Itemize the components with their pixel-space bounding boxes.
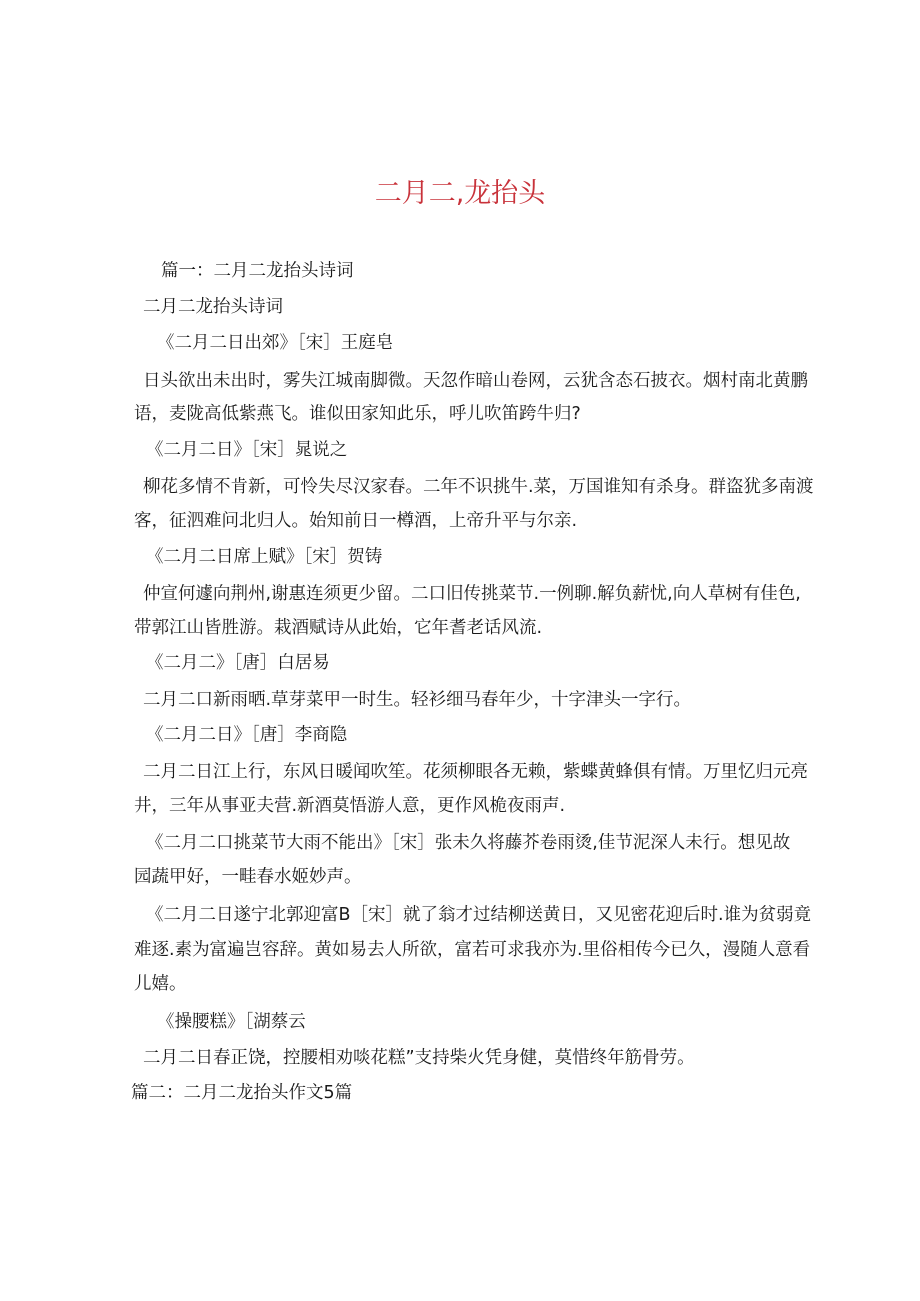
poem-text: 儿嬉。 [134, 974, 187, 994]
section-heading-2: 篇二：二月二龙抬头作文5篇 [131, 1083, 353, 1103]
poem-title: 《二月二日》［唐］李商隐 [146, 725, 348, 745]
section-heading-1: 篇一：二月二龙抬头诗词 [161, 261, 354, 281]
poem-text: 园蔬甲好，一畦春水姬妙声。 [134, 867, 362, 887]
poem-text: 仲宣何遽向荆州,谢惠连须更少留。二口旧传挑菜节.一例聊.解负薪忧,向人草树有佳色, [143, 584, 801, 604]
poem-title: 《操腰糕》［湖蔡云 [157, 1012, 306, 1032]
poem-text: 二月二日江上行，东风日暖闻吹笙。花须柳眼各无赖，紫蝶黄蜂俱有情。万里忆归元亮 [143, 762, 808, 782]
subheading: 二月二龙抬头诗词 [143, 297, 283, 317]
poem-title: 《二月二》［唐］白居易 [146, 653, 330, 673]
poem-text: 难逐.素为富遍岂容辞。黄如易去人所欲，富若可求我亦为.里俗相传今已久，漫随人意看 [134, 940, 811, 960]
poem-text: 井，三年从事亚夫营.新酒莫悟游人意，更作风桅夜雨声. [134, 796, 566, 816]
poem-text: 二月二口新雨晒.草芽菜甲一时生。轻衫细马春年少，十字津头一字行。 [143, 690, 692, 710]
poem-title: 《二月二日出郊》［宋］王庭皂 [157, 333, 394, 353]
poem-text: 客，征泗难问北归人。始知前日一樽酒，上帝升平与尔亲. [134, 511, 578, 531]
poem-text: 《二月二日遂宁北郭迎富B［宋］就了翁才过结柳送黄日，又见密花迎后时.谁为贫弱竟 [146, 905, 812, 925]
document-title: 二月二,龙抬头 [374, 178, 546, 209]
poem-text: 二月二日春正饶，控腰相劝啖花糕”支持柴火凭身健，莫惜终年筋骨劳。 [143, 1048, 695, 1068]
poem-title: 《二月二日席上赋》［宋］贺铸 [146, 547, 383, 567]
poem-text: 带郭江山皆胜游。栽酒赋诗从此始，它年耆老话风流. [134, 618, 543, 638]
poem-text: 《二月二口挑菜节大雨不能出》［宋］张未久将藤芥卷雨烫,佳节泥深人未行。想见故 [146, 833, 791, 853]
poem-text: 日头欲出未出时，雾失江城南脚微。天忽作暗山卷网，云犹含态石披衣。烟村南北黄鹏 [143, 371, 808, 391]
poem-title: 《二月二日》［宋］晁说之 [146, 440, 348, 460]
poem-text: 语，麦陇高低紫燕飞。谁似田家知此乐，呼儿吹笛跨牛归? [134, 404, 581, 424]
poem-text: 柳花多情不肯新，可怜失尽汉家春。二年不识挑牛.菜，万国谁知有杀身。群盗犹多南渡 [143, 477, 814, 497]
